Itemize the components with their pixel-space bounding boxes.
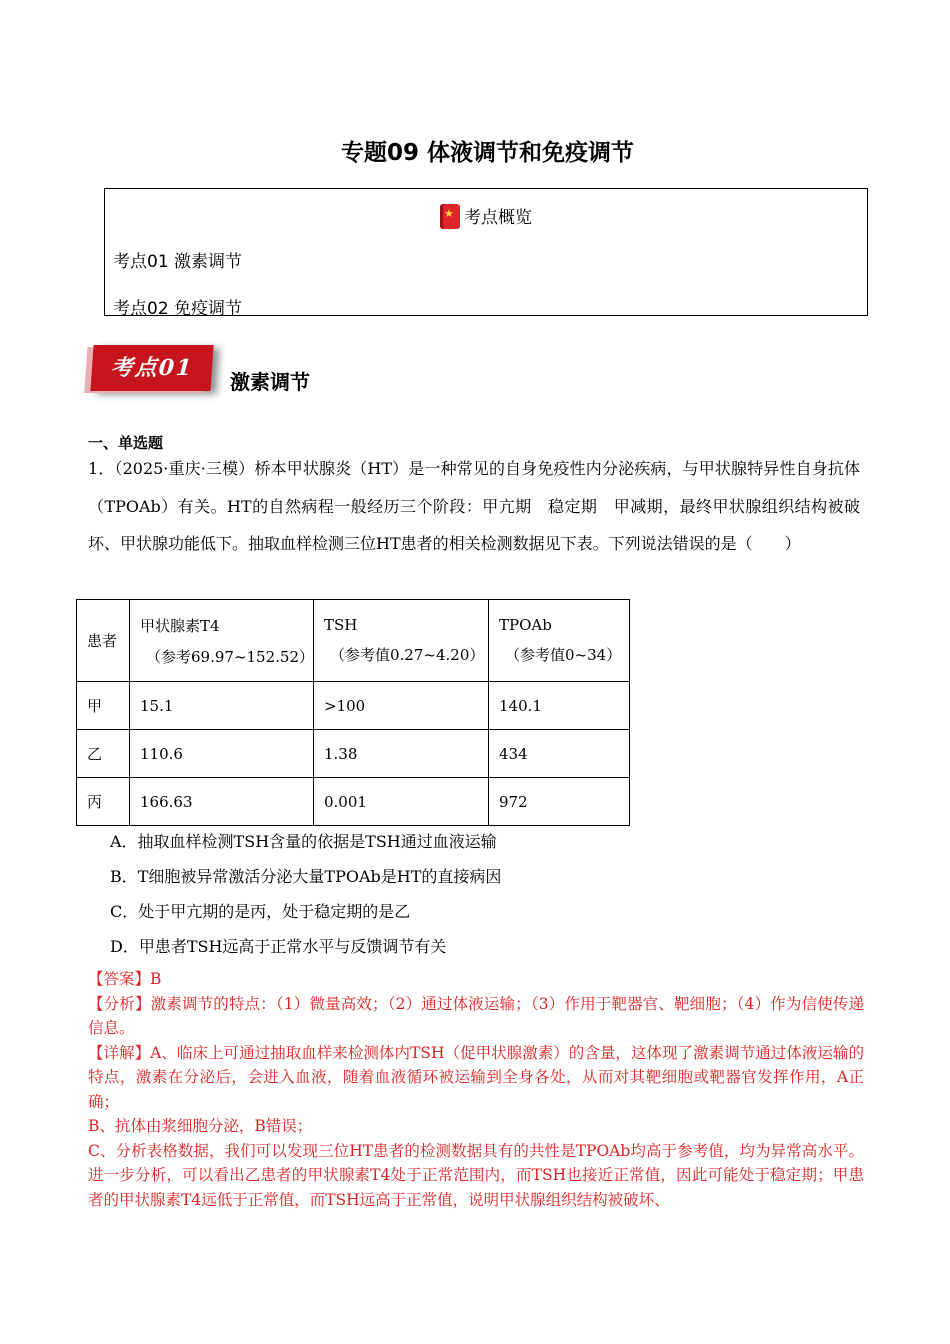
table-cell: 乙 <box>77 730 130 778</box>
table-row <box>77 778 630 826</box>
overview-item-2[interactable]: 考点02 免疫调节 <box>113 299 243 319</box>
header-tpoab-name: TPOAb <box>499 616 552 634</box>
table-cell: >100 <box>314 682 489 730</box>
book-icon <box>440 204 460 229</box>
page-title: 专题09 体液调节和免疫调节 <box>340 140 634 166</box>
table-cell: 434 <box>489 730 630 778</box>
section-badge: 考点01 <box>90 345 213 391</box>
question-stem: 1．（2025·重庆·三模）桥本甲状腺炎（HT）是一种常见的自身免疫性内分泌疾病，与甲状腺特异性自身抗体（TPOAb）有关。HT的自然病程一般经历三个阶段：甲亢期 稳定期 甲减期，最终甲状腺组织结构被破坏、甲状腺功能低下。抽取血样检测三位HT患者的相关检测数据见下表。下列说法错误的是（ ） <box>88 459 860 554</box>
header-tpoab <box>489 600 630 682</box>
detail-paragraph-b: B、抗体由浆细胞分泌，B错误； <box>88 1117 313 1135</box>
table-cell: 0.001 <box>314 778 489 826</box>
table-cell: 166.63 <box>130 778 314 826</box>
header-tpoab-ref: （参考值0~34） <box>505 646 622 664</box>
option-c[interactable]: C．处于甲亢期的是丙，处于稳定期的是乙 <box>110 902 411 921</box>
analysis-paragraph: 【分析】激素调节的特点：（1）微量高效；（2）通过体液运输；（3）作用于靶器官、靶细胞；（4）作为信使传递信息。 <box>88 994 864 1037</box>
table-cell: 1.38 <box>314 730 489 778</box>
table-cell: 140.1 <box>489 682 630 730</box>
option-b[interactable]: B．T细胞被异常激活分泌大量TPOAb是HT的直接病因 <box>110 867 502 886</box>
answer-block <box>88 967 864 1212</box>
option-a[interactable]: A．抽取血样检测TSH含量的依据是TSH通过血液运输 <box>110 832 497 851</box>
header-t4-ref: （参考69.97~152.52） <box>146 647 314 666</box>
header-tsh-ref: （参考值0.27~4.20） <box>330 646 485 664</box>
table-cell: 甲 <box>77 682 130 730</box>
detail-paragraph-a: 【详解】A、临床上可通过抽取血样来检测体内TSH（促甲状腺激素）的含量，这体现了激素调节通过体液运输的特点，激素在分泌后，会进入血液，随着血液循环被运输到全身各处，从而对其靶细胞或靶器官发挥作用，A正确； <box>88 1043 864 1111</box>
section-title: 激素调节 <box>230 370 310 394</box>
header-tsh-name: TSH <box>324 616 358 634</box>
table-cell: 15.1 <box>130 682 314 730</box>
overview-heading <box>105 203 867 229</box>
overview-box <box>104 188 868 319</box>
header-t4-name: 甲状腺素T4 <box>140 616 220 635</box>
option-d[interactable]: D．甲患者TSH远高于正常水平与反馈调节有关 <box>110 937 447 956</box>
table-header-row <box>77 600 630 682</box>
table-cell: 110.6 <box>130 730 314 778</box>
table-row <box>77 682 630 730</box>
detail-paragraph-c: C、分析表格数据，我们可以发现三位HT患者的检测数据具有的共性是TPOAb均高于参考值，均为异常高水平。进一步分析，可以看出乙患者的甲状腺素T4处于正常范围内，而TSH也接近正常值，因此可能处于稳定期；甲患者的甲状腺素T4远低于正常值，而TSH远高于正常值，说明甲状腺组织结构被破坏、 <box>88 1141 864 1209</box>
header-tsh <box>314 600 489 682</box>
overview-item-1[interactable]: 考点01 激素调节 <box>113 252 243 272</box>
question-type-label: 一、单选题 <box>88 434 164 452</box>
answer-line: 【答案】B <box>88 970 162 988</box>
overview-heading-text: 考点概览 <box>464 208 532 228</box>
header-patient: 患者 <box>77 600 130 682</box>
table-cell: 丙 <box>77 778 130 826</box>
header-t4 <box>130 600 314 682</box>
table-row <box>77 730 630 778</box>
table-cell: 972 <box>489 778 630 826</box>
data-table <box>76 599 630 826</box>
